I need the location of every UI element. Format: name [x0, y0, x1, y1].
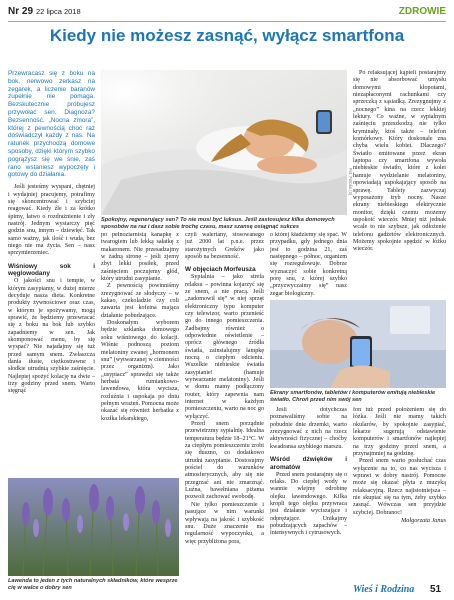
col1-paragraph-2: O jakości snu i tempie, w którym zasypiamy, w dużej mierze decyduje nasza dieta. Konkretne produkty żywnościowe oraz czas, w którym je spożywamy, mogą sprawić, że będziemy przewracać się z boku na bok lub szybko zapadniemy w sen. Jak skomponować menu, by się wyspać? Nie najadajmy się tuż przed samym snem. Zwłaszcza dania tłuste, ciężkostrawne i słodkie utrudnią szybkie zaśnięcie. Najlepiej spożyć kolację na dwie – trzy godziny przed snem. Warto sięgnąć: [8, 278, 95, 395]
col4-paragraph-2: Jeśli dotychczas poznawaliśmy sobie na pobudnie dnie drzemki, warto zrezygnować z nich na rzecz aktywności fizycznej – choćby kwadransa szybkiego marszu.: [270, 407, 347, 450]
col3-paragraph-1: czyli waleriany, stosowanego już 2000 lat p.n.e. przez starożytnych Greków jako sposób na bezsenność.: [185, 232, 264, 261]
lead-paragraph: Przewracasz się z boku na bok, nerwowo zerkasz na zegarek, a liczenie baranów zupełnie nie pomaga. Bezskutecznie próbujesz przywołać sen. Diagnoza? Bezsenność. „Nocna zmora”, której z pewnością choć raz doświadczył każdy z nas. Na ratunek przychodzą domowe sposoby, dzięki którym szybko pogrążysz się we śnie, zaś rano wstaniesz wypoczęty i gotowy do działania.: [8, 70, 95, 179]
phone-photo: [270, 300, 446, 388]
bed-photo-caption: Spokojny, regenerujący sen? To nie musi być luksus. Jeśli zastosujesz kilka domowych sposobów na raz i dasz sobie trochę czasu, masz szansę osiągnąć sukces: [101, 217, 335, 230]
phone-photo-caption: Ekrany smartfonów, tabletów i komputerów emitują niebieskie światło. Chroń przed nim swój sen: [270, 390, 436, 403]
subhead-morpheus: W objęciach Morfeusza: [185, 266, 256, 274]
col4-paragraph-3: Przed snem postarajmy się o relaks. Do ciepłej wody w wannie wlejmy odrobinę olejku lawendowego. Kilka kropli tego olejku przywraca jest działanie wyciszające i odprężające. Unikajmy pobudzających zapachów – intensywnych i cytrusowych.: [270, 471, 347, 537]
bed-photo: [101, 70, 347, 215]
column-4-bottom: [270, 407, 347, 582]
lavender-photo-caption: Lawenda to jeden z tych naturalnych składników, które wesprze cię w walce o dobry sen: [8, 578, 178, 591]
col5-paragraph-3: Przed snem warto posłuchać czas wyłącznie na to, co nas wycisza i wprawi w dobry nastrój. Pomocne może się okazać płyta z muzyką relaksacyjną. Rzecz najistotniejsza – nie skupiać się na tym, żeby szybko zasnąć. Wówczas sen przyjdzie szybciej. Dobranoc!: [353, 458, 446, 516]
photo-credit: Fot. Fotolia (3): [348, 168, 353, 196]
smartphone-bed-image: [270, 300, 446, 388]
col3-paragraph-3: Przed snem porządnie przewietrzmy sypialnię. Idealna temperatura będzie 18–21°C. W za ciepłym pomieszczeniu zrobi się duszno, co dodatkowo utrudni zasypianie. Dostosujmy pościel do warunków atmosferycznych, aby się nie przegrzać ani nie zmarznąć. Luźna, bawełniana piżama pozwoli zachować swobodę.: [185, 421, 264, 501]
col5-paragraph-1: Po relaksującej kąpieli postarajmy się nie absorbować umysłu domowymi kłopotami, niezapłaconymi rachunkami czy sprzeczką z sąsiadką. Zrezygnujmy z „nocnego” kina na rzecz lekkiej lektury. Co ważne, w sypialnym zaśnięciu przeszkodzą nie tylko kryminały, ktoś także – telefon komórkowy. Który doskonale zna chyba wielu kobiet. Dlaczego? Światło emitowane przez ekran laptopa czy smartfona wywoła niebieskie światło, które z kolei hamuje wydzielanie melatoniny, opowiadają uspokajający sposób na sprawę. Tablety zazwyczaj wyposażony tryb nocny. Nasze ekrany niebieskiego elektrycznie monitor, dzięki czemu możemy uspokoić wieczór. Mniej niż jednak wcale to nie szybsze, jak odłożenie telefonu gadżetów elektronicznych. Możemy spokojnie spędzić w łóżku wieczór.: [353, 70, 446, 253]
subhead-sounds-aromas: Wśród dźwięków i aromatów: [270, 456, 347, 471]
col3-paragraph-4: Nie tylko pomieszczenie i pasujące w nim warunki wpływają na jakość i szybkość snu. Duże znaczenie ma regularność wypoczynku, a więc przybliżona pora,: [185, 501, 264, 545]
lavender-image: [8, 478, 179, 576]
subhead-cherry-juice: Wiśniowy sok i węglowodany: [8, 262, 95, 278]
col2-paragraph-3: Doskonałym wyborem będzie szklanka domowego soku wiśniowego do kolacji. Wiśnie podnoszą poziom melatoniny zwanej „hormonem snu” (wytwarzanej w ciemności przez organizm). Jako „usypiacz” sprawdzi się także herbata rumiankowo-lawendowa, która wycisza, rozluźnia i uspokaja po dniu pełnym wrażeń. Pomocna może okazać się również herbatka z kozłka lekarskiego,: [101, 320, 179, 422]
col5-paragraph-2: fon tuż przed położeniem się do łóżka. Jeśli nie mamy takich okularów, by spokojnie zasypiać, lekarze sugerują odstawienie komputerów i smartfonów najlepiej na trzy godziny przed snem, a przynajmniej na godzinę.: [353, 407, 446, 458]
col2-paragraph-1: po pełnoziarnistą kanapkę z twarogiem lub lekką sałatkę z makaronem. Nie przesadzajmy w żadną stronę – jeśli zjemy zbyt lekki posiłek, przed zaśnięciem poczujemy głód, który utrudni zasypianie.: [101, 232, 179, 283]
column-1: [8, 70, 95, 525]
article-author: Małgorzata Janus: [401, 517, 446, 525]
col2-paragraph-2: Z pewnością powinniśmy zrezygnować ze słodyczy – w kakao, czekoladzie czy coli zawarta jest kofeina mająca działanie pobudzające.: [101, 283, 179, 319]
column-5-bottom: [353, 407, 446, 577]
section-label: ZDROWIE: [398, 6, 446, 17]
issue-info: [8, 6, 81, 17]
issue-date: 22 lipca 2018: [36, 7, 81, 16]
lavender-photo: [8, 478, 179, 576]
page-header: [8, 6, 446, 22]
column-3: [185, 232, 264, 588]
magazine-brand: Wieś i Rodzina: [353, 584, 415, 595]
col3-paragraph-2: Sypialnia – jako strefa relaksu – powinna kojarzyć się ze snem, a nie pracą. Jeśli „zadomowił się” w niej sprzęt elektroniczny typu komputer czy telewizor, warto przenieść go do innego pomieszczenia. Zadbajmy również o odpowiednie oświetlenie – oprócz głównego źródła światła, zainstalujmy lampkę nocną o ciepłym odcieniu. Wszelkie niebieskie światła zasypianie! (hamuje wytwarzanie melatoniny). Jeśli w domu mamy podłączony router, który zapewnia nam internet w każdym pomieszczeniu, warto na noc go wyłączyć.: [185, 274, 264, 420]
col1-paragraph-1: Jeśli jesteśmy wyspani, chętniej i wydajniej pracujemy, potrafimy się skoncentrować i szybciej reagować. Kiedy źle i za krótko śpimy, łatwo o rozdrażnienie i zły nastrój. Jednym wystarczy pięć godzin snu, innym – dziewięć. Tak samo ważny, jak ilość i wuda, bez niego nie ma życia. Sen – nasz sprzymierzeniec.: [8, 184, 95, 257]
headline: Kiedy nie możesz zasnąć, wyłącz smartfona: [49, 26, 405, 45]
col4-paragraph-1: o której kładziemy się spać. W przypadku, gdy jednego dnia jest to godzina 21, zaś następnego – północ, organizm się rozregulowuje. Dobrze wyznaczyć sobie konkretną porę snu, z której szybko „przyzwyczaimy się” nasz zegar biologiczny.: [270, 232, 347, 297]
issue-number: Nr 29: [8, 6, 34, 17]
sleeping-woman-image: [101, 70, 347, 215]
page-number: 51: [430, 584, 442, 595]
